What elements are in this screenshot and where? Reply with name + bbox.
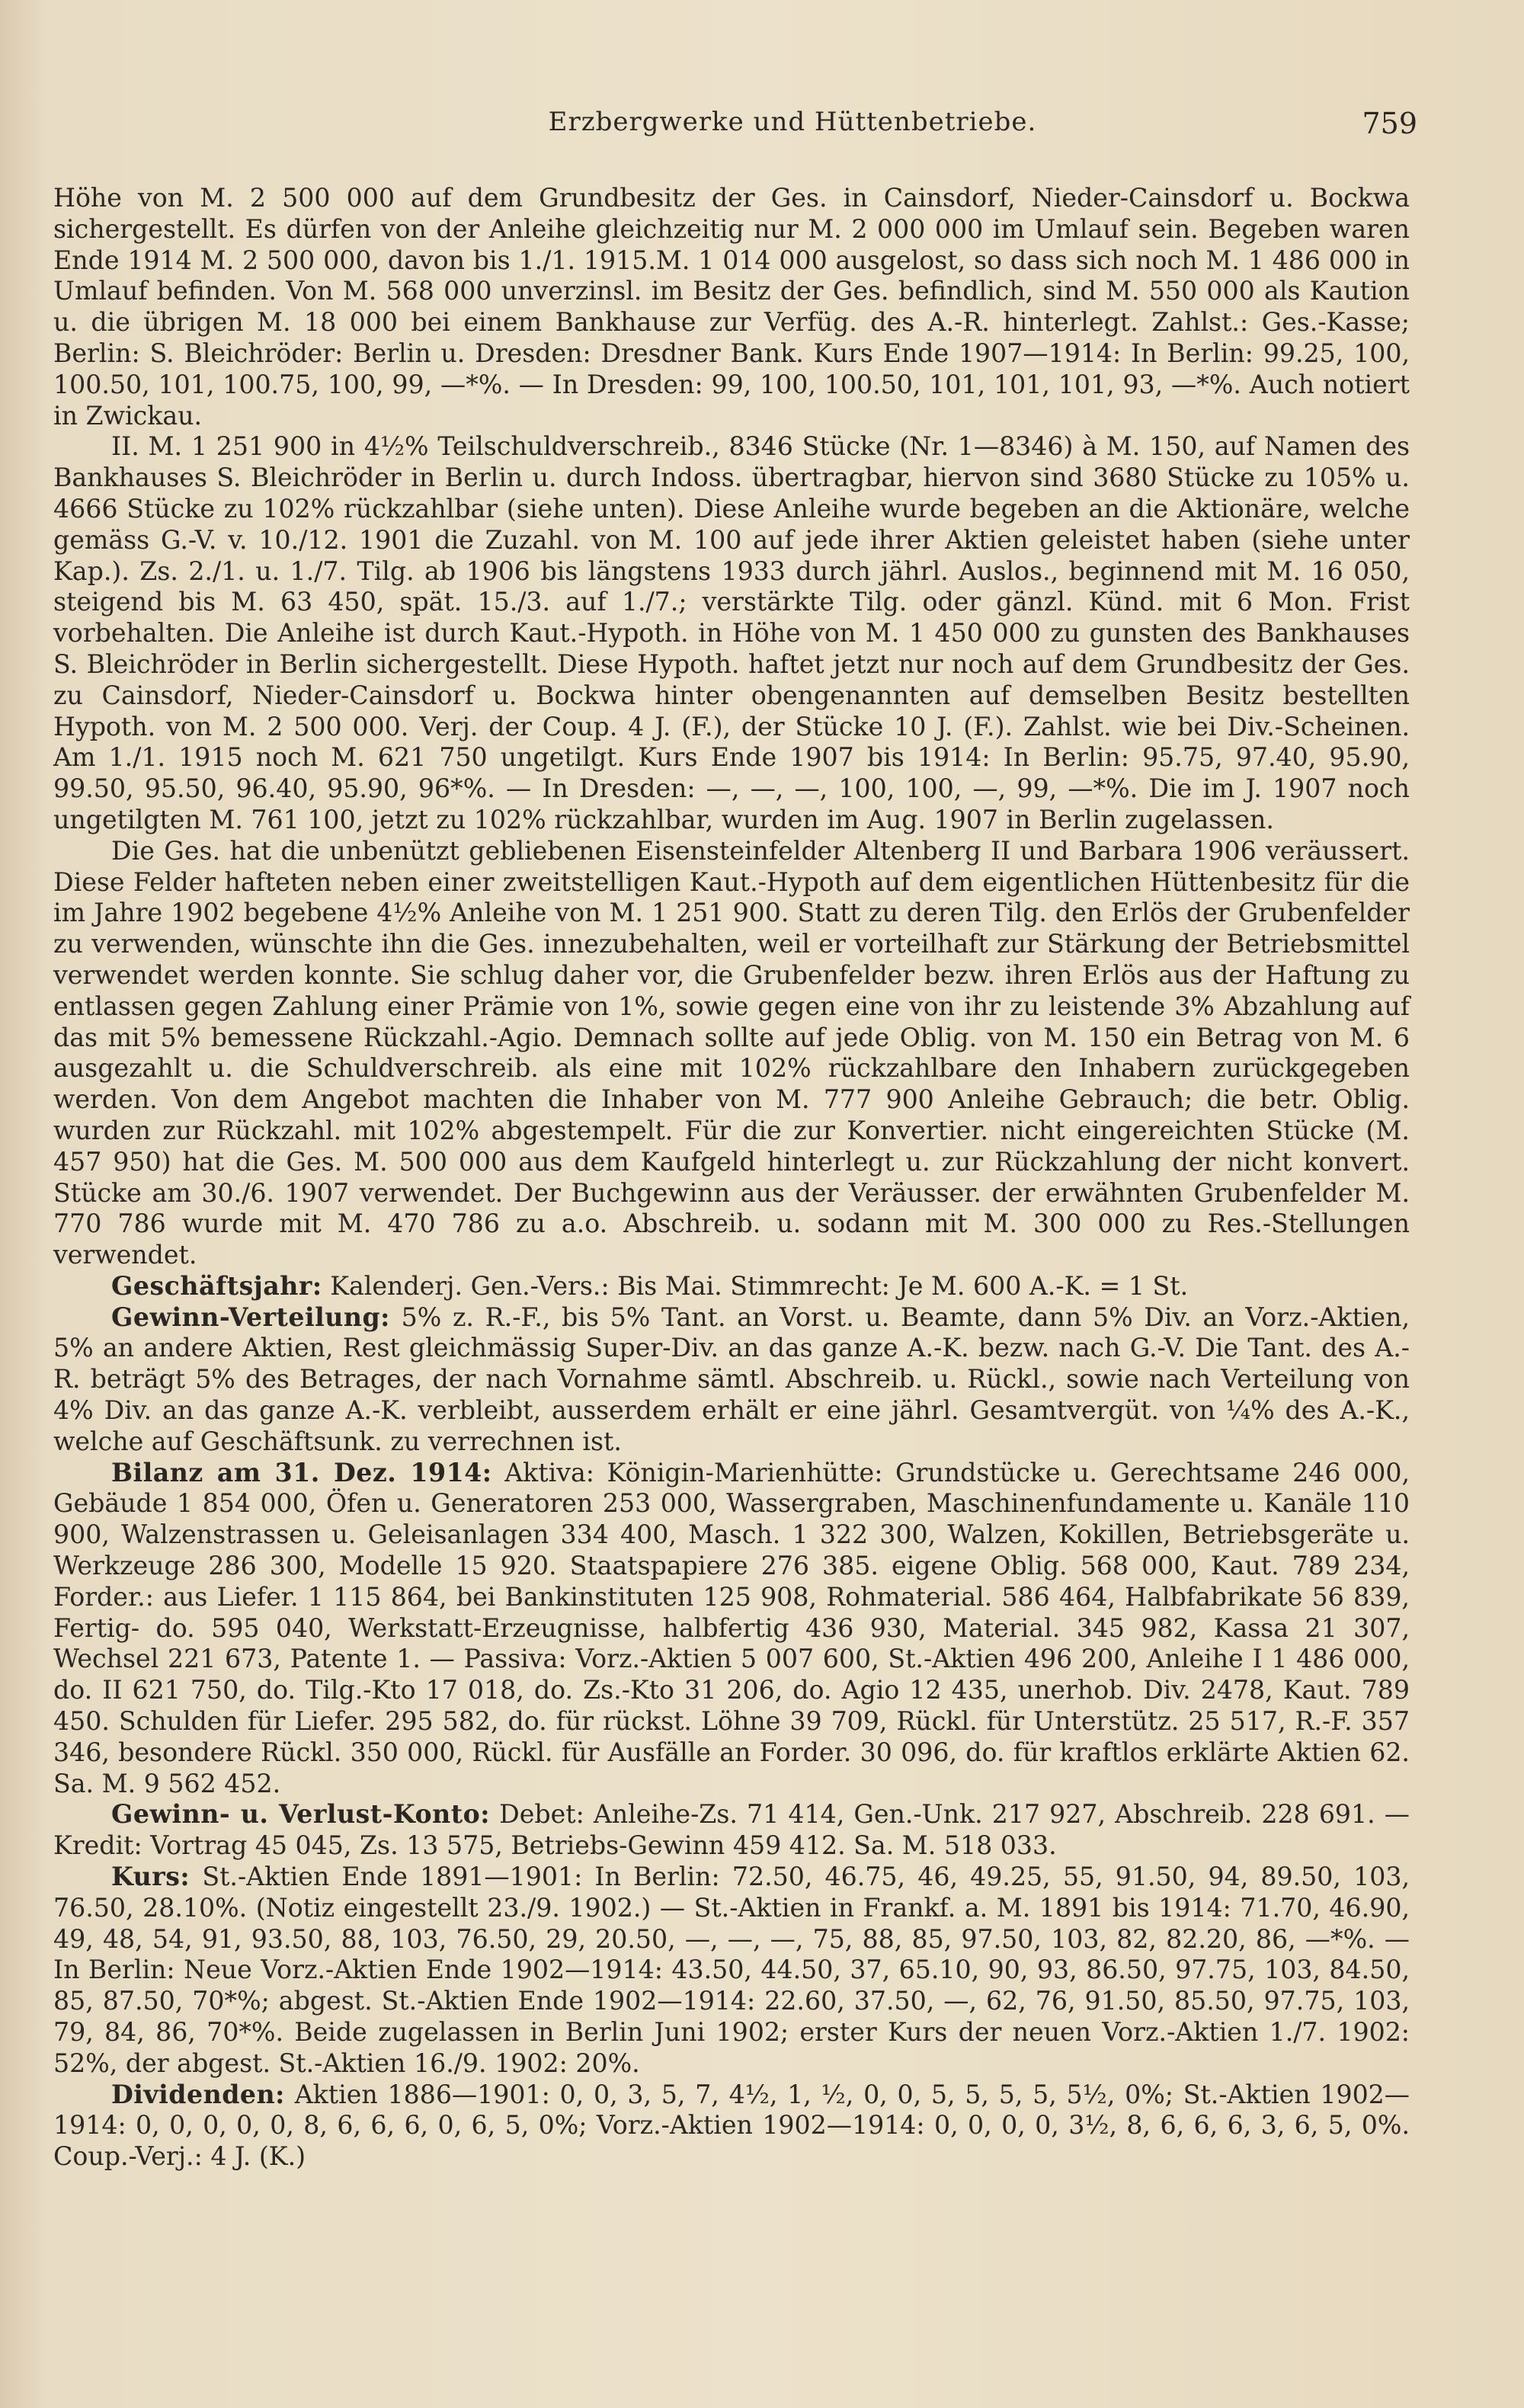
- page-header: [168, 107, 1417, 152]
- paragraph-text: Die Ges. hat die unbenützt gebliebenen Eisensteinfelder Altenberg II und Barbara 1906 veräussert. Diese Felder hafteten neben einer zweitstelligen Kaut.-Hypoth auf dem eigentlichen Hüttenbesitz für die im Jahre 1902 begebene 4½% Anleihe von M. 1 251 900. Statt zu deren Tilg. den Erlös der Grubenfelder zu verwenden, wünschte ihn die Ges. innezubehalten, weil er vorteilhaft zur Stärkung der Betriebsmittel verwendet werden konnte. Sie schlug daher vor, die Grubenfelder bezw. ihren Erlös aus der Haftung zu entlassen gegen Zahlung einer Prämie von 1%, sowie gegen eine von ihr zu leistende 3% Abzahlung auf das mit 5% bemessene Rückzahl.-Agio. Demnach sollte auf jede Oblig. von M. 150 ein Betrag von M. 6 ausgezahlt u. die Schuldverschreib. als eine mit 102% rückzahlbare den Inhabern zurückgegeben werden. Von dem Angebot machten die Inhaber von M. 777 900 Anleihe Gebrauch; die betr. Oblig. wurden zur Rückzahl. mit 102% abgestempelt. Für die zur Konvertier. nicht eingereichten Stücke (M. 457 950) hat die Ges. M. 500 000 aus dem Kaufgeld hinterlegt u. zur Rückzahlung der nicht konvert. Stücke am 30./6. 1907 verwendet. Der Buchgewinn aus der Veräusser. der erwähnten Grubenfelder M. 770 786 wurde mit M. 470 786 zu a.o. Abschreib. u. sodann mit M. 300 000 zu Res.-Stellungen verwendet.: [53, 835, 1410, 1270]
- section-label: Gewinn-Verteilung:: [111, 1302, 390, 1332]
- section-label: Gewinn- u. Verlust-Konto:: [111, 1799, 490, 1830]
- paragraph-gewinn-verteilung: [53, 1302, 1410, 1458]
- paragraph-text: Aktiva: Königin-Marienhütte: Grundstücke u. Gerechtsame 246 000, Gebäude 1 854 000, Öfen u. Generatoren 253 000, Wassergraben, Maschinenfundamente u. Kanäle 110 900, Walzenstrassen u. Geleisanlagen 334 400, Masch. 1 322 300, Walzen, Kokillen, Betriebsgeräte u. Werkzeuge 286 300, Modelle 15 920. Staatspapiere 276 385. eigene Oblig. 568 000, Kaut. 789 234, Forder.: aus Liefer. 1 115 864, bei Bankinstituten 125 908, Rohmaterial. 586 464, Halbfabrikate 56 839, Fertig- do. 595 040, Werkstatt-Erzeugnisse, halbfertig 436 930, Material. 345 982, Kassa 21 307, Wechsel 221 673, Patente 1. — Passiva: Vorz.-Aktien 5 007 600, St.-Aktien 496 200, Anleihe I 1 486 000, do. II 621 750, do. Tilg.-Kto 17 018, do. Zs.-Kto 31 206, do. Agio 12 435, unerhob. Div. 2478, Kaut. 789 450. Schulden für Liefer. 295 582, do. für rückst. Löhne 39 709, Rückl. für Unterstütz. 25 517, R.-F. 357 346, besondere Rückl. 350 000, Rückl. für Ausfälle an Forder. 30 096, do. für kraftlos erklärte Aktien 62. Sa. M. 9 562 452.: [53, 1457, 1410, 1798]
- paragraph-text: II. M. 1 251 900 in 4½% Teilschuldverschreib., 8346 Stücke (Nr. 1—8346) à M. 150, auf Namen des Bankhauses S. Bleichröder in Berlin u. durch Indoss. übertragbar, hiervon sind 3680 Stücke zu 105% u. 4666 Stücke zu 102% rückzahlbar (siehe unten). Diese Anleihe wurde begeben an die Aktionäre, welche gemäss G.-V. v. 10./12. 1901 die Zuzahl. von M. 100 auf jede ihrer Aktien geleistet haben (siehe unter Kap.). Zs. 2./1. u. 1./7. Tilg. ab 1906 bis längstens 1933 durch jährl. Auslos., beginnend mit M. 16 050, steigend bis M. 63 450, spät. 15./3. auf 1./7.; verstärkte Tilg. oder gänzl. Künd. mit 6 Mon. Frist vorbehalten. Die Anleihe ist durch Kaut.-Hypoth. in Höhe von M. 1 450 000 zu gunsten des Bankhauses S. Bleichröder in Berlin sichergestellt. Diese Hypoth. haftet jetzt nur noch auf dem Grundbesitz der Ges. zu Cainsdorf, Nieder-Cainsdorf u. Bockwa hinter obengenannten auf demselben Besitz bestellten Hypoth. von M. 2 500 000. Verj. der Coup. 4 J. (F.), der Stücke 10 J. (F.). Zahlst. wie bei Div.-Scheinen. Am 1./1. 1915 noch M. 621 750 ungetilgt. Kurs Ende 1907 bis 1914: In Berlin: 95.75, 97.40, 95.90, 99.50, 95.50, 96.40, 95.90, 96*%. — In Dresden: —, —, —, 100, 100, —, 99, —*%. Die im J. 1907 noch ungetilgten M. 761 100, jetzt zu 102% rückzahlbar, wurden im Aug. 1907 in Berlin zugelassen.: [53, 431, 1410, 834]
- section-label: Bilanz am 31. Dez. 1914:: [111, 1457, 492, 1487]
- paragraph-text: St.-Aktien Ende 1891—1901: In Berlin: 72.50, 46.75, 46, 49.25, 55, 91.50, 94, 89.50, 103, 76.50, 28.10%. (Notiz eingestellt 23./9. 1902.) — St.-Aktien in Frankf. a. M. 1891 bis 1914: 71.70, 46.90, 49, 48, 54, 91, 93.50, 88, 103, 76.50, 29, 20.50, —, —, —, 75, 88, 85, 97.50, 103, 82, 82.20, 86, —*%. — In Berlin: Neue Vorz.-Aktien Ende 1902—1914: 43.50, 44.50, 37, 65.10, 90, 93, 86.50, 97.75, 103, 84.50, 85, 87.50, 70*%; abgest. St.-Aktien Ende 1902—1914: 22.60, 37.50, —, 62, 76, 91.50, 85.50, 97.75, 103, 79, 84, 86, 70*%. Beide zugelassen in Berlin Juni 1902; erster Kurs der neuen Vorz.-Aktien 1./7. 1902: 52%, der abgest. St.-Aktien 16./9. 1902: 20%.: [53, 1862, 1410, 2078]
- paragraph-bilanz: [53, 1458, 1410, 1800]
- paragraph-dividenden: [53, 2080, 1410, 2173]
- paragraph-anleihe-ii: [53, 431, 1410, 835]
- paragraph-geschaeftsjahr: [53, 1271, 1410, 1302]
- paragraph-gewinn-verlust-konto: [53, 1799, 1410, 1862]
- paragraph-kurs: [53, 1862, 1410, 2080]
- paragraph-text: Höhe von M. 2 500 000 auf dem Grundbesitz der Ges. in Cainsdorf, Nieder-Cainsdorf u. Bockwa sichergestellt. Es dürfen von der Anleihe gleichzeitig nur M. 2 000 000 im Umlauf sein. Begeben waren Ende 1914 M. 2 500 000, davon bis 1./1. 1915.M. 1 014 000 ausgelost, so dass sich noch M. 1 486 000 in Umlauf befinden. Von M. 568 000 unverzinsl. im Besitz der Ges. befindlich, sind M. 550 000 als Kaution u. die übrigen M. 18 000 bei einem Bankhause zur Verfüg. des A.-R. hinterlegt. Zahlst.: Ges.-Kasse; Berlin: S. Bleichröder: Berlin u. Dresden: Dresdner Bank. Kurs Ende 1907—1914: In Berlin: 99.25, 100, 100.50, 101, 100.75, 100, 99, —*%. — In Dresden: 99, 100, 100.50, 101, 101, 101, 93, —*%. Auch notiert in Zwickau.: [53, 183, 1410, 431]
- running-title: Erzbergwerke und Hüttenbetriebe.: [548, 107, 1037, 137]
- paragraph-text: Kalenderj. Gen.-Vers.: Bis Mai. Stimmrecht: Je M. 600 A.-K. = 1 St.: [330, 1270, 1189, 1301]
- body-text: [53, 183, 1410, 2173]
- paragraph-text: Aktien 1886—1901: 0, 0, 3, 5, 7, 4½, 1, ½, 0, 0, 5, 5, 5, 5, 5½, 0%; St.-Aktien 1902—1914: 0, 0, 0, 0, 0, 8, 6, 6, 6, 0, 6, 5, 0%; Vorz.-Aktien 1902—1914: 0, 0, 0, 0, 3½, 8, 6, 6, 6, 3, 6, 5, 0%. Coup.-Verj.: 4 J. (K.): [53, 2079, 1410, 2172]
- paragraph-text: 5% z. R.-F., bis 5% Tant. an Vorst. u. Beamte, dann 5% Div. an Vorz.-Aktien, 5% an andere Aktien, Rest gleichmässig Super-Div. an das ganze A.-K. bezw. nach G.-V. Die Tant. des A.-R. beträgt 5% des Betrages, der nach Vornahme sämtl. Abschreib. u. Rückl., sowie nach Verteilung von 4% Div. an das ganze A.-K. verbleibt, ausserdem erhält er eine jährl. Gesamtvergüt. von ¼% des A.-K., welche auf Geschäftsunk. zu verrechnen ist.: [53, 1302, 1410, 1456]
- section-label: Kurs:: [111, 1862, 190, 1892]
- section-label: Geschäftsjahr:: [111, 1270, 322, 1301]
- section-label: Dividenden:: [111, 2079, 285, 2109]
- paragraph-text: Debet: Anleihe-Zs. 71 414, Gen.-Unk. 217 927, Abschreib. 228 691. — Kredit: Vortrag 45 045, Zs. 13 575, Betriebs-Gewinn 459 412. Sa. M. 518 033.: [53, 1799, 1410, 1861]
- page-number: 759: [1362, 107, 1417, 140]
- paragraph-anleihe-i-continued: [53, 183, 1410, 431]
- paragraph-grubenfelder: [53, 836, 1410, 1271]
